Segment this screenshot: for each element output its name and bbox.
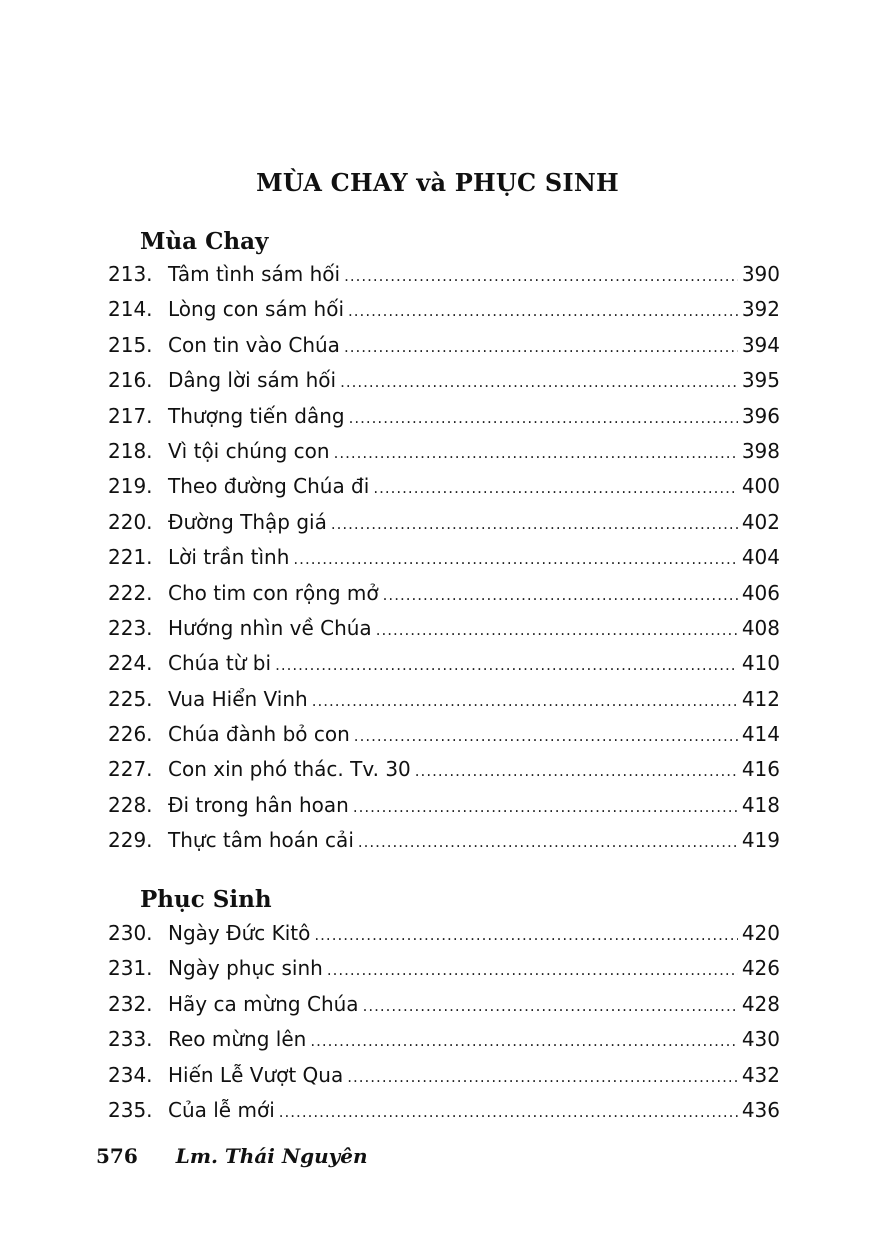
entry-title: Lòng con sám hối bbox=[168, 297, 345, 322]
entry-page-number: 414 bbox=[741, 722, 780, 747]
entry-title: Con tin vào Chúa bbox=[168, 332, 340, 357]
page-footer bbox=[96, 1144, 368, 1168]
entry-title: Chúa đành bỏ con bbox=[168, 722, 350, 747]
entry-number: 223. bbox=[108, 615, 153, 640]
toc-entry bbox=[108, 793, 780, 828]
entry-page-number: 430 bbox=[741, 1027, 780, 1052]
dot-leader bbox=[334, 444, 738, 462]
entry-title: Hướng nhìn về Chúa bbox=[168, 615, 372, 640]
toc-entry bbox=[108, 439, 780, 474]
entry-title: Theo đường Chúa đi bbox=[168, 474, 370, 499]
dot-leader bbox=[275, 656, 738, 674]
entry-page-number: 419 bbox=[741, 828, 780, 853]
entry-title: Hiến Lễ Vượt Qua bbox=[168, 1062, 344, 1087]
dot-leader bbox=[354, 727, 738, 745]
dot-leader bbox=[340, 373, 738, 391]
entry-title: Lời trần tình bbox=[168, 545, 290, 570]
dot-leader bbox=[348, 302, 738, 320]
entry-page-number: 395 bbox=[741, 368, 780, 393]
section-heading-phuc-sinh: Phục Sinh bbox=[140, 886, 272, 913]
toc-entry bbox=[108, 581, 780, 616]
entry-number: 214. bbox=[108, 297, 153, 322]
entry-number: 227. bbox=[108, 757, 153, 782]
entry-number: 233. bbox=[108, 1027, 153, 1052]
entry-title: Chúa từ bi bbox=[168, 651, 272, 676]
entry-number: 219. bbox=[108, 474, 153, 499]
toc-entry bbox=[108, 722, 780, 757]
toc-entry bbox=[108, 404, 780, 439]
dot-leader bbox=[344, 267, 738, 285]
toc-entry bbox=[108, 616, 780, 651]
dot-leader bbox=[310, 1032, 737, 1050]
toc-entry bbox=[108, 1027, 780, 1062]
entry-title: Hãy ca mừng Chúa bbox=[168, 991, 359, 1016]
toc-entry bbox=[108, 757, 780, 792]
dot-leader bbox=[279, 1103, 738, 1121]
entry-title: Đi trong hân hoan bbox=[168, 792, 349, 817]
entry-number: 229. bbox=[108, 828, 153, 853]
entry-number: 234. bbox=[108, 1062, 153, 1087]
entry-number: 213. bbox=[108, 262, 153, 286]
dot-leader bbox=[327, 961, 738, 979]
footer-page-number: 576 bbox=[96, 1144, 138, 1168]
entry-page-number: 436 bbox=[741, 1097, 780, 1122]
entry-number: 225. bbox=[108, 686, 153, 711]
entry-title: Vua Hiển Vinh bbox=[168, 686, 308, 711]
entry-title: Reo mừng lên bbox=[168, 1027, 307, 1052]
entry-title: Vì tội chúng con bbox=[168, 438, 330, 463]
entry-title: Dâng lời sám hối bbox=[168, 368, 337, 393]
entry-page-number: 412 bbox=[741, 686, 780, 711]
entry-page-number: 396 bbox=[741, 403, 780, 428]
entry-number: 222. bbox=[108, 580, 153, 605]
toc-entry bbox=[108, 474, 780, 509]
entry-page-number: 416 bbox=[741, 757, 780, 782]
dot-leader bbox=[331, 515, 738, 533]
dot-leader bbox=[293, 550, 737, 568]
toc-list-phuc-sinh bbox=[108, 921, 780, 1133]
toc-entry bbox=[108, 828, 780, 863]
entry-page-number: 406 bbox=[741, 580, 780, 605]
dot-leader bbox=[349, 409, 738, 427]
entry-number: 232. bbox=[108, 991, 153, 1016]
dot-leader bbox=[312, 692, 738, 710]
entry-number: 224. bbox=[108, 651, 153, 676]
toc-entry bbox=[108, 333, 780, 368]
toc-entry bbox=[108, 262, 780, 297]
entry-title: Con xin phó thác. Tv. 30 bbox=[168, 757, 411, 782]
entry-page-number: 426 bbox=[741, 956, 780, 981]
entry-page-number: 404 bbox=[741, 545, 780, 570]
entry-page-number: 420 bbox=[741, 921, 780, 945]
entry-page-number: 418 bbox=[741, 792, 780, 817]
entry-page-number: 410 bbox=[741, 651, 780, 676]
toc-entry bbox=[108, 1098, 780, 1133]
toc-list-mua-chay bbox=[108, 262, 780, 864]
dot-leader bbox=[358, 833, 738, 851]
entry-page-number: 398 bbox=[741, 438, 780, 463]
entry-title: Ngày Đức Kitô bbox=[168, 921, 311, 945]
toc-entry bbox=[108, 651, 780, 686]
entry-title: Cho tim con rộng mở bbox=[168, 580, 379, 605]
dot-leader bbox=[415, 762, 738, 780]
dot-leader bbox=[363, 997, 738, 1015]
entry-number: 220. bbox=[108, 509, 153, 534]
entry-title: Thực tâm hoán cải bbox=[168, 828, 354, 853]
entry-number: 231. bbox=[108, 956, 153, 981]
entry-page-number: 400 bbox=[741, 474, 780, 499]
toc-entry bbox=[108, 921, 780, 956]
entry-page-number: 394 bbox=[741, 332, 780, 357]
entry-number: 230. bbox=[108, 921, 153, 945]
dot-leader bbox=[314, 926, 737, 944]
entry-number: 235. bbox=[108, 1097, 153, 1122]
entry-title: Ngày phục sinh bbox=[168, 956, 323, 981]
entry-title: Đường Thập giá bbox=[168, 509, 327, 534]
entry-number: 217. bbox=[108, 403, 153, 428]
entry-page-number: 392 bbox=[741, 297, 780, 322]
entry-number: 226. bbox=[108, 722, 153, 747]
toc-entry bbox=[108, 956, 780, 991]
dot-leader bbox=[383, 586, 738, 604]
page-title: MÙA CHAY và PHỤC SINH bbox=[256, 168, 619, 197]
toc-entry bbox=[108, 992, 780, 1027]
toc-entry bbox=[108, 368, 780, 403]
toc-entry bbox=[108, 687, 780, 722]
entry-title: Thượng tiến dâng bbox=[168, 403, 345, 428]
entry-number: 221. bbox=[108, 545, 153, 570]
entry-number: 218. bbox=[108, 438, 153, 463]
entry-number: 228. bbox=[108, 792, 153, 817]
entry-title: Tâm tình sám hối bbox=[168, 262, 341, 286]
entry-page-number: 390 bbox=[741, 262, 780, 286]
toc-entry bbox=[108, 297, 780, 332]
entry-number: 216. bbox=[108, 368, 153, 393]
entry-title: Của lễ mới bbox=[168, 1097, 275, 1122]
footer-author: Lm. Thái Nguyên bbox=[175, 1144, 368, 1168]
entry-page-number: 428 bbox=[741, 991, 780, 1016]
section-heading-mua-chay: Mùa Chay bbox=[140, 228, 269, 255]
dot-leader bbox=[353, 798, 738, 816]
toc-entry bbox=[108, 510, 780, 545]
entry-page-number: 432 bbox=[741, 1062, 780, 1087]
entry-number: 215. bbox=[108, 332, 153, 357]
dot-leader bbox=[344, 338, 738, 356]
toc-entry bbox=[108, 1063, 780, 1098]
entry-page-number: 408 bbox=[741, 615, 780, 640]
toc-entry bbox=[108, 545, 780, 580]
dot-leader bbox=[347, 1068, 738, 1086]
entry-page-number: 402 bbox=[741, 509, 780, 534]
dot-leader bbox=[373, 479, 738, 497]
dot-leader bbox=[376, 621, 738, 639]
